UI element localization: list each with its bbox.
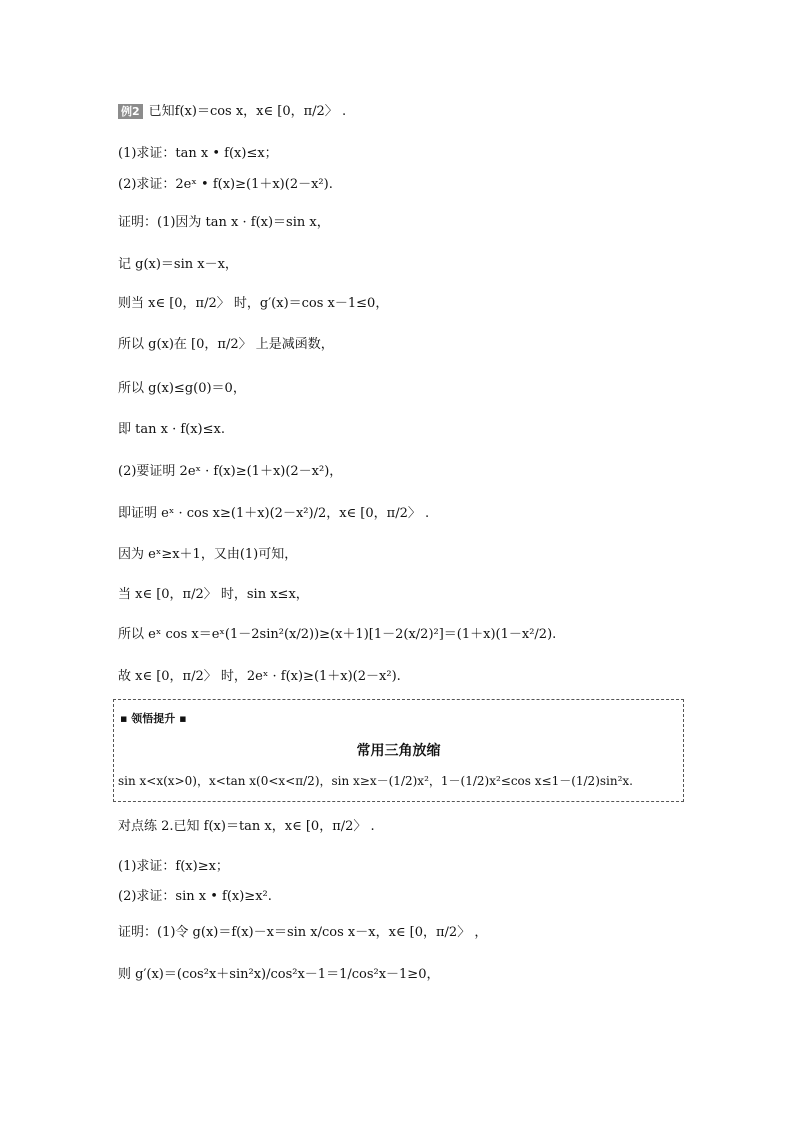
proof-line-3: 则当 x∈ [0，π/2〉 时，g′(x)＝cos x－1≤0，: [118, 296, 389, 311]
proof-line-11: 所以 eˣ cos x＝eˣ(1－2sin²(x/2))≥(x＋1)[1－2(x/2)²]＝(1＋x)(1－x²/2).: [118, 627, 557, 642]
proof-line-5: 所以 g(x)≤g(0)＝0，: [118, 381, 246, 396]
example-statement: [118, 103, 346, 121]
proof-line-12: 故 x∈ [0，π/2〉 时，2eˣ · f(x)≥(1＋x)(2－x²).: [118, 669, 401, 684]
insight-box: [113, 699, 684, 802]
insight-title: 常用三角放缩: [356, 743, 441, 759]
proof-line-6: 即 tan x · f(x)≤x.: [118, 422, 225, 437]
practice-part2: (2)求证：sin x • f(x)≥x².: [118, 889, 272, 904]
example-part1: (1)求证：tan x • f(x)≤x；: [118, 146, 278, 161]
practice-proof2: 则 g′(x)＝(cos²x＋sin²x)/cos²x－1＝1/cos²x－1≥0，: [118, 967, 440, 982]
example-tag: 例2: [118, 104, 143, 119]
practice-statement: 对点练 2.已知 f(x)＝tan x，x∈ [0，π/2〉 .: [118, 819, 375, 834]
example-text: 已知f(x)＝cos x，x∈ [0，π/2〉 .: [148, 104, 347, 119]
example-part2: (2)求证：2eˣ • f(x)≥(1＋x)(2－x²).: [118, 177, 333, 192]
proof-line-8: 即证明 eˣ · cos x≥(1＋x)(2－x²)/2，x∈ [0，π/2〉 .: [118, 506, 430, 521]
practice-proof1: 证明：(1)令 g(x)＝f(x)－x＝sin x/cos x－x，x∈ [0，π/2〉 ，: [118, 925, 488, 940]
proof-line-10: 当 x∈ [0，π/2〉 时，sin x≤x，: [118, 587, 309, 602]
insight-body: sin x<x(x>0)，x<tan x(0<x<π/2)，sin x≥x－(1/2)x²，1－(1/2)x²≤cos x≤1－(1/2)sin²x.: [118, 774, 633, 788]
proof-line-4: 所以 g(x)在 [0，π/2〉 上是减函数，: [118, 337, 334, 352]
proof-line-1: 证明：(1)因为 tan x · f(x)＝sin x，: [118, 215, 330, 230]
insight-header: ▪ 领悟提升 ▪: [120, 712, 187, 725]
proof-line-9: 因为 eˣ≥x＋1，又由(1)可知，: [118, 547, 298, 562]
practice-part1: (1)求证：f(x)≥x；: [118, 859, 229, 874]
proof-line-2: 记 g(x)＝sin x－x，: [118, 257, 238, 272]
proof-line-7: (2)要证明 2eˣ · f(x)≥(1＋x)(2－x²)，: [118, 464, 343, 479]
